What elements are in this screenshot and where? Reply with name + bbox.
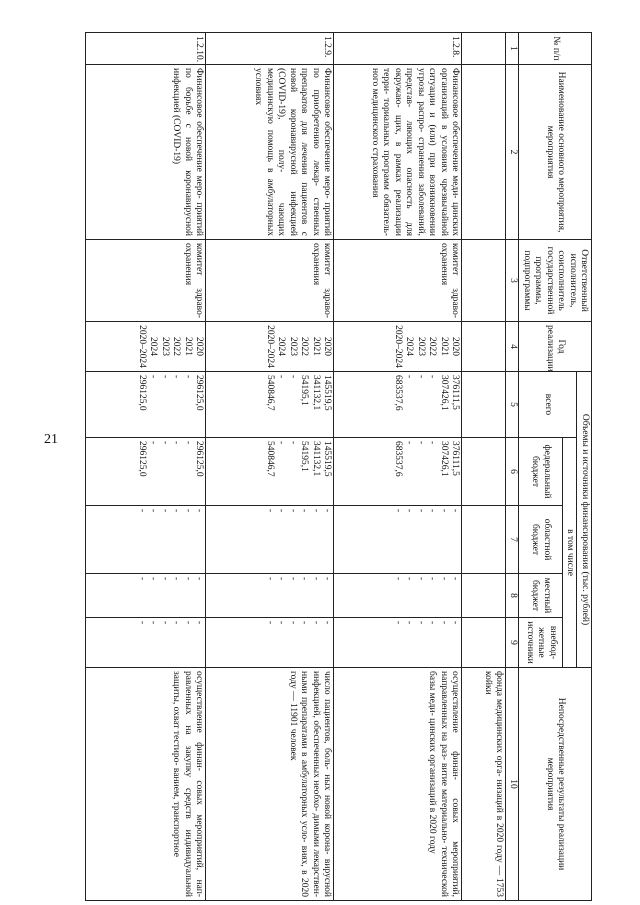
row-extra-value: - [393, 621, 403, 625]
row-responsible: комитет здраво- охранения [206, 240, 334, 322]
row-federal-value: - [404, 441, 415, 445]
row-years-value: 2021 [439, 337, 449, 356]
row-name: Финансовое обеспечение меди- цинских организаций в условиях чрезвычайной ситуации и (или) при возникновении угрозы распро- странения заболеваний, представ- ляющих опасность для окружаю- щих, в рамках реализации терри- ториальных программ обязатель- ного медицинского страхования [334, 65, 462, 240]
row-extra-value: - [439, 621, 449, 625]
row-local-value: - [299, 577, 310, 581]
header-including: в том числе [563, 438, 578, 668]
row-federal-value: 296125,0 [194, 441, 205, 477]
rotated-table-wrapper [80, 32, 592, 900]
row-federal-value: - [183, 441, 193, 445]
row-years-value: 2020–2024 [265, 325, 275, 368]
row-total-value: 307426,1 [439, 375, 449, 411]
col-index: 10 [506, 668, 519, 901]
row-local-value: - [393, 577, 403, 581]
row-local-value: - [183, 577, 193, 581]
row-federal-value: - [276, 441, 287, 445]
row-federal-value: - [288, 441, 298, 445]
row-extra-value: - [299, 621, 310, 625]
row-extra-value: - [160, 621, 170, 625]
row-years-value: 2020 [322, 337, 333, 356]
row-years [86, 322, 206, 372]
row-extra-value: - [183, 621, 193, 625]
funding-table [86, 32, 593, 901]
row-code: 1.2.8. [334, 33, 462, 65]
row-total-value: - [288, 375, 298, 379]
row-federal-value: 341132,1 [311, 441, 321, 477]
row-total-value: 540846,7 [265, 375, 275, 411]
row-federal-value: 145519,5 [322, 441, 333, 477]
row-regional-value: - [137, 509, 147, 513]
row-federal-value: 54195,1 [299, 441, 310, 472]
row-total-value: - [183, 375, 193, 379]
row-federal-value: 540846,7 [265, 441, 275, 477]
row-regional-value: - [416, 509, 426, 513]
row-local-value: - [322, 577, 333, 581]
row-regional-value: - [288, 509, 298, 513]
row-local-value: - [160, 577, 170, 581]
row-result: осуществление финан- совых мероприятий, нап- равленных на закупку средств индивидуальной защиты, охват тестиро- ванием, транспортное [86, 668, 206, 901]
row-federal-value: - [416, 441, 426, 445]
row-total-value: - [276, 375, 287, 379]
row-total [206, 372, 334, 438]
row-total [334, 372, 462, 438]
row-extra-value: - [427, 621, 438, 625]
row-total-value: 54195,1 [299, 375, 310, 406]
header-year: Год реализации [519, 322, 592, 372]
row-regional [334, 506, 462, 574]
row-local-value: - [148, 577, 159, 581]
row-regional-value: - [276, 509, 287, 513]
row-extra-value: - [288, 621, 298, 625]
row-years-value: 2020 [194, 337, 205, 356]
row-code: 1.2.10. [86, 33, 206, 65]
table-row [206, 33, 334, 901]
row-regional-value: - [194, 509, 205, 513]
row-extra-value: - [148, 621, 159, 625]
header-regional: областной бюджет [519, 506, 563, 574]
row-federal [206, 438, 334, 506]
row-extra-value: - [416, 621, 426, 625]
row-regional-value: - [393, 509, 403, 513]
continued-row [462, 33, 506, 901]
row-years [206, 322, 334, 372]
row-total-value: 683537,6 [393, 375, 403, 411]
col-index: 2 [506, 65, 519, 240]
row-extra-value: - [404, 621, 415, 625]
row-regional-value: - [160, 509, 170, 513]
row-years-value: 2020–2024 [393, 325, 403, 368]
row-federal-value: - [171, 441, 182, 445]
header-name: Наименование основного мероприятия, мероприятия [519, 65, 592, 240]
row-regional-value: - [404, 509, 415, 513]
row-regional-value: - [171, 509, 182, 513]
row-years-value: 2021 [183, 337, 193, 356]
row-total-value: 296125,0 [194, 375, 205, 411]
row-total-value: 376111,5 [450, 375, 461, 410]
row-local-value: - [427, 577, 438, 581]
table-row [334, 33, 462, 901]
row-years-value: 2024 [276, 337, 287, 356]
row-years-value: 2021 [311, 337, 321, 356]
header-total: всего [519, 372, 578, 438]
row-local-value: - [416, 577, 426, 581]
row-years-value: 2024 [404, 337, 415, 356]
row-extra [86, 618, 206, 668]
row-local-value: - [137, 577, 147, 581]
row-extra-value: - [276, 621, 287, 625]
row-total-value: - [427, 375, 438, 379]
row-total-value: - [148, 375, 159, 379]
col-index: 9 [506, 618, 519, 668]
row-years-value: 2023 [288, 337, 298, 356]
row-total [86, 372, 206, 438]
row-regional-value: - [439, 509, 449, 513]
row-total-value: - [404, 375, 415, 379]
row-name: Финансовое обеспечение меро- приятий по приобретению лекар- ственных препаратов для лечения пациентов с новой коронавирусной инфекцией (COVID-19), полу- чающих медицинскую помощь в амбулаторных условиях [206, 65, 334, 240]
row-total-value: 341132,1 [311, 375, 321, 411]
col-index: 5 [506, 372, 519, 438]
row-result: осуществление финан- совых мероприятий, направленных на раз- витие материально- технической базы меди- цинских организаций в 2020 году [334, 668, 462, 901]
row-local [86, 574, 206, 618]
row-regional [206, 506, 334, 574]
col-index: 8 [506, 574, 519, 618]
header-num: № п/п [519, 33, 592, 65]
table-row [86, 33, 206, 901]
row-extra-value: - [137, 621, 147, 625]
row-regional-value: - [148, 509, 159, 513]
row-local-value: - [404, 577, 415, 581]
row-extra-value: - [450, 621, 461, 625]
row-local-value: - [194, 577, 205, 581]
row-total-value: - [171, 375, 182, 379]
row-regional-value: - [299, 509, 310, 513]
row-extra-value: - [265, 621, 275, 625]
row-federal-value: 376111,5 [450, 441, 461, 476]
row-total-value: 145519,5 [322, 375, 333, 411]
row-local-value: - [265, 577, 275, 581]
row-regional-value: - [322, 509, 333, 513]
row-regional [86, 506, 206, 574]
row-federal-value: 683537,6 [393, 441, 403, 477]
row-responsible: комитет здраво- охранения [334, 240, 462, 322]
row-name: Финансовое обеспечение меро- приятий по борьбе с новой коронавирусной инфекцией (COVID-19) [86, 65, 206, 240]
row-extra [334, 618, 462, 668]
row-federal [86, 438, 206, 506]
row-code: 1.2.9. [206, 33, 334, 65]
row-federal-value: - [427, 441, 438, 445]
row-local-value: - [288, 577, 298, 581]
row-local-value: - [450, 577, 461, 581]
row-extra-value: - [171, 621, 182, 625]
row-years-value: 2024 [148, 337, 159, 356]
row-total-value: - [416, 375, 426, 379]
row-regional-value: - [311, 509, 321, 513]
row-federal-value: - [148, 441, 159, 445]
row-extra-value: - [311, 621, 321, 625]
row-years-value: 2020 [450, 337, 461, 356]
header-extra: внебюд- жетные источники [519, 618, 563, 668]
row-years-value: 2022 [299, 337, 310, 356]
page-number: 21 [44, 432, 58, 447]
row-responsible: комитет здраво- охранения [86, 240, 206, 322]
col-index: 6 [506, 438, 519, 506]
row-local-value: - [171, 577, 182, 581]
row-extra-value: - [194, 621, 205, 625]
row-local-value: - [311, 577, 321, 581]
row-total-value: 296125,0 [137, 375, 147, 411]
row-years-value: 2020–2024 [137, 325, 147, 368]
row-local [334, 574, 462, 618]
row-years-value: 2022 [171, 337, 182, 356]
row-years [334, 322, 462, 372]
row-regional-value: - [265, 509, 275, 513]
row-local-value: - [439, 577, 449, 581]
row-years-value: 2023 [416, 337, 426, 356]
row-extra [206, 618, 334, 668]
row-regional-value: - [450, 509, 461, 513]
row-years-value: 2023 [160, 337, 170, 356]
row-regional-value: - [427, 509, 438, 513]
row-regional-value: - [183, 509, 193, 513]
col-index: 7 [506, 506, 519, 574]
row-federal [334, 438, 462, 506]
header-funding: Объемы и источники финансирования (тыс. рублей) [577, 372, 592, 668]
header-results: Непосредственные результаты реализации мероприятия [519, 668, 592, 901]
continued-result: фонда медицинских орга- низаций в 2020 году — 1753 койки [462, 668, 506, 901]
row-total-value: - [160, 375, 170, 379]
row-federal-value: - [160, 441, 170, 445]
header-federal: федеральный бюджет [519, 438, 563, 506]
col-index: 3 [506, 240, 519, 322]
row-result: число пациентов, боль- ных новой корона- вирусной инфекцией, обеспеченных необхо- димыми лекарствен- ными препаратами в амбулаторных усло- виях, в 2020 году — 11901 человек [206, 668, 334, 901]
row-years-value: 2022 [427, 337, 438, 356]
row-federal-value: 307426,1 [439, 441, 449, 477]
row-federal-value: 296125,0 [137, 441, 147, 477]
row-local-value: - [276, 577, 287, 581]
col-index: 1 [506, 33, 519, 65]
row-extra-value: - [322, 621, 333, 625]
col-index: 4 [506, 322, 519, 372]
header-responsible: Ответственный исполнитель, соисполнитель государственной программы, подпрограммы [519, 240, 592, 322]
row-local [206, 574, 334, 618]
header-local: местный бюджет [519, 574, 563, 618]
